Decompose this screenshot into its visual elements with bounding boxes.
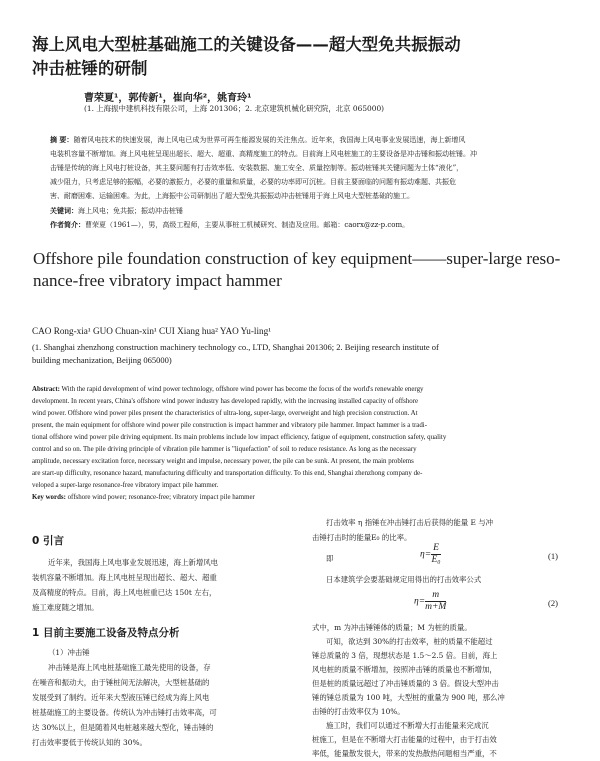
body-line: 桩基础施工的主要设备。传统认为冲击锤打击效率高，可	[32, 708, 217, 717]
body-line: 在噪音和振动大，由于锤桩间无法解决，大型桩基础的	[32, 678, 210, 687]
en-abstract-line: development. In recent years, China's offshore wind power industry has developed rapidly, with the increasing installed capacity of offshore	[32, 398, 419, 405]
en-abstract-line: veloped a super-large resonance-free vibratory impact pile hammer.	[32, 482, 219, 489]
intro-line: 近年来，我国海上风电事业发展迅速，海上新增风电	[48, 558, 218, 567]
en-affiliation-line-1: (1. Shanghai zhenzhong construction machinery technology co., LTD, Shanghai 201306; 2. Beijing research institute of	[32, 342, 439, 352]
en-title-line-2: nance-free vibratory impact hammer	[33, 271, 282, 290]
equation-1-number: (1)	[548, 551, 558, 561]
en-title-line-1: Offshore pile foundation construction of key equipment——super-large reso-	[33, 249, 561, 268]
zh-author-bio: 作者简介：曹荣夏（1961—），男，高级工程师，主要从事桩工机械研究、制造及应用。邮箱：caorx@zz-p.com。	[50, 221, 410, 229]
body-line: 率低，能量散发很大，带来的发热散热问题相当严重，不	[312, 749, 497, 758]
zh-abstract-line: 减少阻力，只考虑足够的振幅，必要的激振力，必要的重量和质量，必要的功率即可沉桩。目前主要面临的问题有振动难题、共振危	[50, 178, 456, 186]
section-1-heading: 1 目前主要施工设备及特点分析	[32, 627, 180, 639]
zh-keywords: 关键词：海上风电；免共振；振动冲击桩锤	[50, 207, 183, 215]
zh-affiliation: (1. 上海振中建机科技有限公司，上海 201306；2. 北京建筑机械化研究院，北京 065000)	[84, 104, 385, 113]
body-line: 打击效率要低于传统认知的 30%。	[32, 738, 147, 747]
body-line: 但是桩的质量远超过了冲击锤质量的 3 倍。假设大型冲击	[312, 679, 499, 688]
equation-2-number: (2)	[548, 598, 558, 608]
body-line: 式中，m 为冲击锤锤体的质量；M 为桩的质量。	[312, 623, 472, 632]
en-abstract-line: tional offshore wind power pile driving equipment. Its main problems include low impact efficiency, fatigue of equipment, construction safety, quality	[32, 434, 447, 441]
en-keywords: Key words: offshore wind power; resonance-free; vibratory impact pile hammer	[32, 494, 255, 501]
body-line: 击锤打击时的能量E₀ 的比率。	[312, 533, 412, 542]
equation-1-label: 即	[326, 554, 334, 563]
body-line: 锤的锤总质量为 100 吨，大型桩的重量为 900 吨，那么冲	[312, 693, 505, 702]
en-abstract-line: present, the main equipment for offshore wind power pile construction is impact hammer and vibratory pile hammer. Impact hammer is a tradi-	[32, 422, 428, 429]
zh-abstract-line: 电装机容量不断增加。海上风电桩呈现出超长、超大、超重、高精度施工的特点。目前海上风电桩施工的主要设备是冲击锤和振动桩锤。冲	[50, 150, 477, 158]
en-abstract-line: amplitude, necessary excitation force, necessary weight and impulse, necessary power, the pile can be sunk. At present, the main problems	[32, 458, 414, 465]
equation-2: η= $\frac{m}{m+M}$	[414, 590, 447, 612]
zh-abstract-line: 击锤是传统的海上风电打桩设备，其主要问题有打击效率低、安装数据、施工安全、质量控制等。振动桩锤其关键问题为土体“液化”，	[50, 164, 464, 172]
en-abstract-label: Abstract:	[32, 386, 60, 393]
en-abstract-line: are start-up difficulty, resonance hazard, manufacturing difficulty and transportation difficulty. To this end, Shanghai zhenzhong company de-	[32, 470, 423, 477]
intro-line: 及高精度的特点。目前，海上风电桩重已达 150t 左右，	[32, 588, 217, 597]
body-line: 可知，欲达到 30%的打击效率，桩的质量不能超过	[326, 637, 493, 646]
body-line: 发展受到了制约。近年来大型液压锤已经成为海上风电	[32, 693, 210, 702]
equation-1: η= $\frac{E}{\text{E₀}}$	[420, 543, 441, 565]
body-line: 日本建筑学会要基础规定用得出的打击效率公式	[326, 575, 482, 584]
en-abstract-line: wind power. Offshore wind power piles present the characteristics of ultra-long, super-large, overweight and high precision construction. At	[32, 410, 418, 417]
body-line: 桩施工，但是在不断增大打击能量的过程中，由于打击效	[312, 735, 497, 744]
zh-title-line-1: 海上风电大型桩基础施工的关键设备——超大型免共振振动	[32, 35, 461, 54]
body-line: 锤总质量的 3 倍，现想状态是 1.5～2.5 倍。目前，海上	[312, 651, 498, 660]
zh-abstract-line: 害、耐磨困难、运输困难。为此，上海振中公司研制出了超大型免共振振动冲击桩锤用于海上风电大型桩基础的施工。	[50, 192, 414, 200]
en-authors: CAO Rong-xia¹ GUO Chuan-xin¹ CUI Xiang hua² YAO Yu-ling¹	[32, 326, 271, 336]
en-abstract-line: control and so on. The pile driving principle of vibration pile hammer is "liquefaction" of soil to reduce resistance. As long as the necessary	[32, 446, 417, 453]
intro-line: 装机容量不断增加。海上风电桩呈现出超长、超大、超重	[32, 573, 217, 582]
en-abstract-line: Abstract: With the rapid development of wind power technology, offshore wind power has become the focus of the world's renewable energy	[32, 386, 424, 393]
en-affiliation-line-2: building mechanization, Beijing 065000)	[32, 355, 172, 365]
zh-abstract-label: 摘 要：	[50, 136, 74, 144]
body-line: 施工时，我们可以通过不断增大打击能量来完成沉	[326, 721, 489, 730]
body-line: 冲击锤是海上风电桩基础施工最先使用的设备，存	[48, 663, 211, 672]
zh-abstract-line: 摘 要：随着风电技术的快速发展，海上风电已成为世界可再生能源发展的关注焦点。近年来，我国海上风电事业发展迅速，海上新增风	[50, 136, 466, 144]
body-line: 打击效率 η 指锤在冲击锤打击后获得的能量 E 与冲	[326, 518, 494, 527]
section-0-heading: 0 引言	[32, 535, 64, 547]
subsection-1-heading: （1）冲击锤	[48, 648, 90, 657]
intro-line: 施工难度随之增加。	[32, 603, 99, 612]
body-line: 击锤的打击效率仅为 10%。	[312, 707, 405, 716]
zh-authors: 曹荣夏¹，郭传新¹，崔向华²，姚育玲¹	[84, 93, 252, 104]
zh-title-line-2: 冲击桩锤的研制	[32, 59, 148, 78]
body-line: 风电桩的质量不断增加，按照冲击锤的质量也不断增加，	[312, 665, 497, 674]
body-line: 达 30%以上，但是随着风电桩越来越大型化，锤击锤的	[32, 723, 214, 732]
